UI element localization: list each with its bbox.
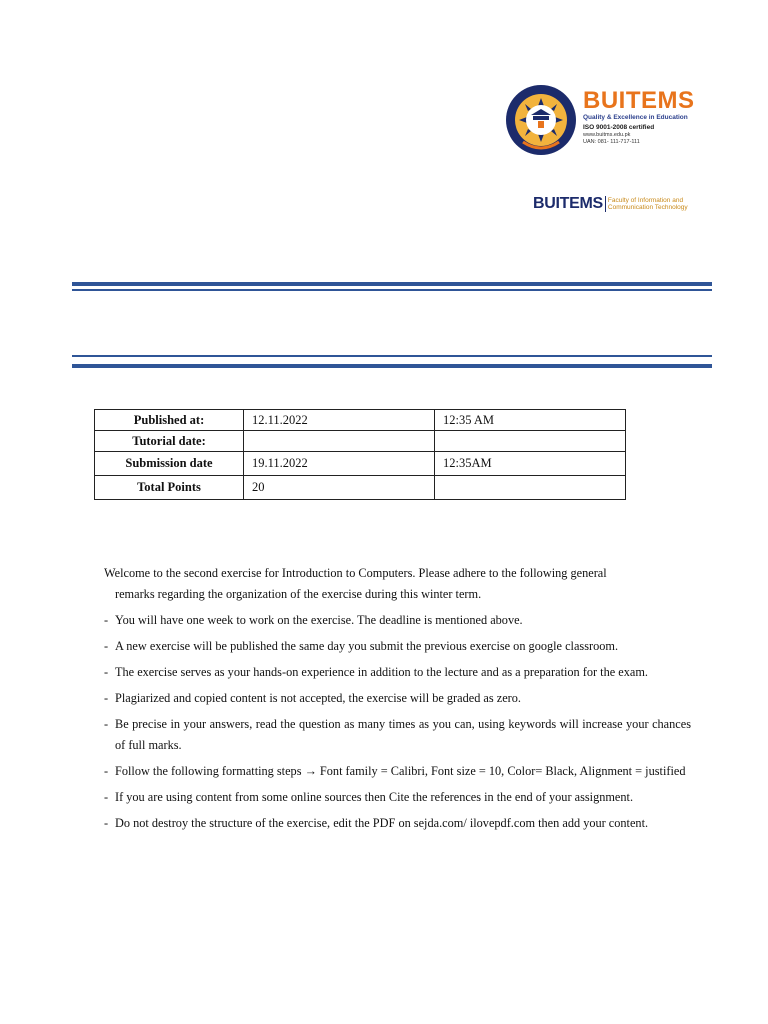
table-row — [95, 410, 626, 431]
instructions — [104, 563, 691, 839]
rules-list — [104, 610, 691, 834]
rule-text: You will have one week to work on the exercise. The deadline is mentioned above. — [115, 613, 523, 627]
faculty-logo — [533, 193, 688, 215]
total-points-label: Total Points — [95, 476, 244, 500]
brand-tagline: Quality & Excellence in Education — [583, 114, 688, 121]
rule-text: A new exercise will be published the same day you submit the previous exercise on google classroom. — [115, 639, 619, 653]
faculty-line-1: Faculty of Information and — [607, 197, 684, 204]
intro-line-1: Welcome to the second exercise for Introduction to Computers. Please adhere to the following general — [104, 566, 607, 580]
bottom-rule-thick — [72, 364, 712, 368]
bullet-dash: - — [104, 816, 109, 830]
university-seal-icon — [505, 84, 577, 156]
faculty-divider — [605, 196, 606, 212]
published-date: 12.11.2022 — [244, 410, 435, 431]
website-text: www.buitms.edu.pk — [583, 132, 631, 138]
bullet-dash: - — [104, 764, 109, 778]
published-label: Published at: — [95, 410, 244, 431]
list-item — [104, 714, 691, 756]
faculty-line-2: Communication Technology — [607, 204, 688, 211]
brand-name: BUITEMS — [583, 87, 695, 114]
submission-time: 12:35AM — [435, 452, 626, 476]
rule-text: Be precise in your answers, read the question as many times as you can, using keywords will increase your chances of full marks. — [115, 717, 691, 752]
list-item — [104, 787, 691, 808]
list-item — [104, 610, 691, 631]
bullet-dash: - — [104, 639, 109, 653]
submission-label: Submission date — [95, 452, 244, 476]
bullet-dash: - — [104, 790, 109, 804]
rule-text: The exercise serves as your hands-on experience in addition to the lecture and as a preparation for the exam. — [115, 665, 648, 679]
rule-text: Plagiarized and copied content is not accepted, the exercise will be graded as zero. — [115, 691, 521, 705]
bottom-rule-thin — [72, 355, 712, 357]
rule-text: Do not destroy the structure of the exercise, edit the PDF on sejda.com/ ilovepdf.com then add your content. — [115, 816, 649, 830]
bullet-dash: - — [104, 691, 109, 705]
list-item — [104, 761, 691, 782]
intro-line-2: remarks regarding the organization of the exercise during this winter term. — [115, 587, 482, 601]
uan-text: UAN: 081- 111-717-111 — [583, 139, 640, 145]
rule-text: If you are using content from some online sources then Cite the references in the end of your assignment. — [115, 790, 634, 804]
list-item — [104, 813, 691, 834]
table-row — [95, 452, 626, 476]
top-rule-thin — [72, 289, 712, 291]
faculty-name — [608, 197, 688, 211]
bullet-dash: - — [104, 665, 109, 679]
exercise-info-table — [94, 409, 626, 500]
list-item — [104, 636, 691, 657]
list-item — [104, 688, 691, 709]
tutorial-date — [244, 431, 435, 452]
tutorial-time — [435, 431, 626, 452]
bullet-dash: - — [104, 717, 109, 731]
faculty-brand-name: BUITEMS — [533, 195, 603, 212]
total-points-value: 20 — [244, 476, 435, 500]
iso-certification: ISO 9001-2008 certified — [583, 124, 655, 131]
top-rule-thick — [72, 282, 712, 286]
rule-text: Follow the following formatting steps → Font family = Calibri, Font size = 10, Color= Black, Alignment = justified — [115, 764, 686, 778]
tutorial-label: Tutorial date: — [95, 431, 244, 452]
table-row — [95, 476, 626, 500]
intro-paragraph — [104, 563, 691, 605]
published-time: 12:35 AM — [435, 410, 626, 431]
bullet-dash: - — [104, 613, 109, 627]
total-points-extra — [435, 476, 626, 500]
buitems-logo — [505, 84, 705, 156]
table-row — [95, 431, 626, 452]
list-item — [104, 662, 691, 683]
submission-date: 19.11.2022 — [244, 452, 435, 476]
